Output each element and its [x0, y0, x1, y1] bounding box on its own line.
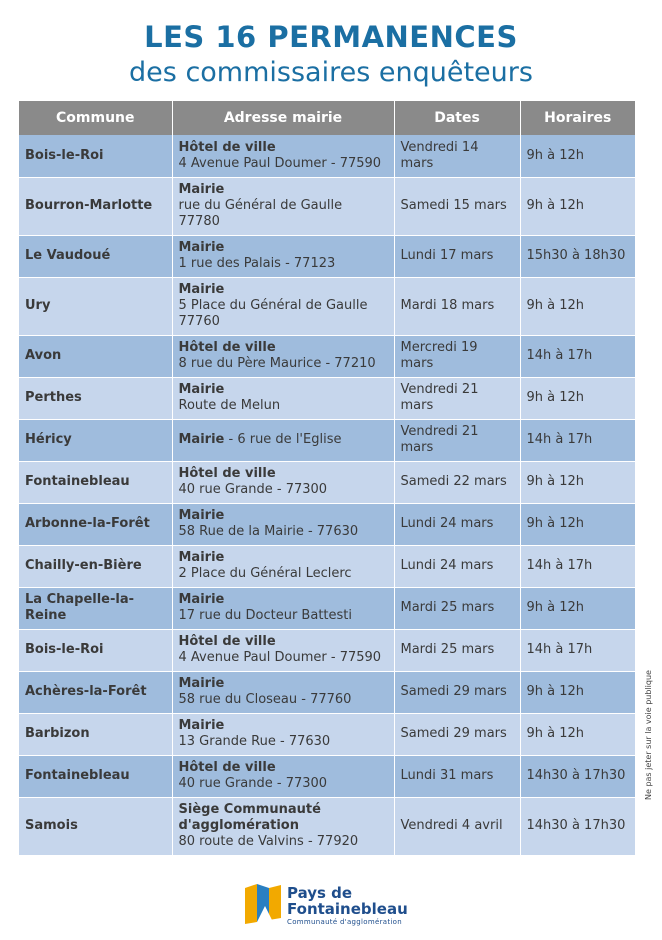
cell-address: [172, 235, 394, 277]
cell-hours: 14h30 à 17h30: [520, 797, 635, 855]
table-row: [19, 135, 635, 177]
table-row: [19, 461, 635, 503]
cell-date: Vendredi 4 avril: [394, 797, 520, 855]
cell-hours: 14h à 17h: [520, 545, 635, 587]
cell-address: [172, 177, 394, 235]
address-line: 77780: [178, 214, 220, 229]
cell-address: [172, 277, 394, 335]
address-inline: - 6 rue de l'Eglise: [224, 432, 342, 447]
cell-hours: 9h à 12h: [520, 177, 635, 235]
table-row: [19, 671, 635, 713]
table-row: [19, 335, 635, 377]
logo-mark-icon: [243, 882, 283, 926]
address-label: Hôtel de ville: [178, 340, 276, 355]
cell-hours: 9h à 12h: [520, 135, 635, 177]
address-label: Mairie: [178, 182, 225, 197]
address-label: Mairie: [178, 432, 225, 447]
table-row: [19, 755, 635, 797]
cell-hours: 9h à 12h: [520, 713, 635, 755]
address-label: Mairie: [178, 282, 225, 297]
cell-address: [172, 797, 394, 855]
address-line: 17 rue du Docteur Battesti: [178, 608, 352, 623]
cell-commune: Achères-la-Forêt: [19, 671, 172, 713]
cell-date: Mardi 18 mars: [394, 277, 520, 335]
address-line: Route de Melun: [178, 398, 281, 413]
table-row: [19, 629, 635, 671]
cell-address: [172, 671, 394, 713]
cell-hours: 9h à 12h: [520, 671, 635, 713]
address-label: Hôtel de ville: [178, 634, 276, 649]
cell-commune: La Chapelle-la-Reine: [19, 587, 172, 629]
table-row: [19, 587, 635, 629]
address-line: 2 Place du Général Leclerc: [178, 566, 352, 581]
side-note: Ne pas jeter sur la voie publique: [644, 670, 653, 800]
cell-commune: Bois-le-Roi: [19, 135, 172, 177]
logo: [243, 882, 423, 930]
logo-line3: Communauté d'agglomération: [287, 918, 402, 926]
address-label: Mairie: [178, 240, 225, 255]
address-line: 5 Place du Général de Gaulle: [178, 298, 368, 313]
address-label: Mairie: [178, 508, 225, 523]
cell-date: Vendredi 21 mars: [394, 377, 520, 419]
logo-line1: Pays de: [287, 884, 353, 902]
header-hours: Horaires: [520, 101, 635, 135]
cell-address: [172, 755, 394, 797]
header-dates: Dates: [394, 101, 520, 135]
cell-commune: Barbizon: [19, 713, 172, 755]
cell-date: Vendredi 14 mars: [394, 135, 520, 177]
table-row: [19, 545, 635, 587]
address-line: 40 rue Grande - 77300: [178, 776, 328, 791]
address-label: Hôtel de ville: [178, 139, 276, 155]
cell-address: [172, 461, 394, 503]
cell-date: Vendredi 21 mars: [394, 419, 520, 461]
header-commune: Commune: [19, 101, 172, 135]
table-row: [19, 235, 635, 277]
cell-commune: Bois-le-Roi: [19, 629, 172, 671]
cell-hours: 9h à 12h: [520, 461, 635, 503]
page-subtitle: des commissaires enquêteurs: [129, 57, 533, 88]
address-line: 80 route de Valvins - 77920: [178, 834, 359, 849]
cell-date: Lundi 24 mars: [394, 503, 520, 545]
address-label: Mairie: [178, 676, 225, 691]
cell-address: [172, 503, 394, 545]
address-line: 58 rue du Closeau - 77760: [178, 692, 352, 707]
table-row: [19, 503, 635, 545]
cell-commune: Perthes: [19, 377, 172, 419]
cell-date: Mardi 25 mars: [394, 629, 520, 671]
cell-commune: Fontainebleau: [19, 461, 172, 503]
cell-date: Samedi 15 mars: [394, 177, 520, 235]
logo-line2: Fontainebleau: [287, 900, 408, 918]
schedule-table: [19, 101, 635, 856]
address-label: Mairie: [178, 592, 225, 607]
cell-date: Lundi 24 mars: [394, 545, 520, 587]
address-label: Mairie: [178, 718, 225, 733]
cell-address: [172, 629, 394, 671]
cell-date: Lundi 31 mars: [394, 755, 520, 797]
table-row: [19, 177, 635, 235]
cell-date: Mercredi 19 mars: [394, 335, 520, 377]
cell-hours: 14h à 17h: [520, 419, 635, 461]
cell-commune: Fontainebleau: [19, 755, 172, 797]
cell-commune: Avon: [19, 335, 172, 377]
cell-commune: Samois: [19, 797, 172, 855]
address-line: 13 Grande Rue - 77630: [178, 734, 331, 749]
address-label: Hôtel de ville: [178, 760, 276, 775]
address-line: 77760: [178, 314, 220, 329]
address-line: 58 Rue de la Mairie - 77630: [178, 524, 359, 539]
table-row: [19, 419, 635, 461]
address-line: 4 Avenue Paul Doumer - 77590: [178, 650, 382, 665]
cell-commune: Le Vaudoué: [19, 235, 172, 277]
address-label: Mairie: [178, 550, 225, 565]
table-body: [19, 135, 635, 855]
cell-hours: 9h à 12h: [520, 503, 635, 545]
cell-commune: Arbonne-la-Forêt: [19, 503, 172, 545]
cell-commune: Ury: [19, 277, 172, 335]
cell-date: Lundi 17 mars: [394, 235, 520, 277]
cell-commune: Bourron-Marlotte: [19, 177, 172, 235]
cell-address: [172, 419, 394, 461]
cell-address: [172, 545, 394, 587]
cell-date: Samedi 22 mars: [394, 461, 520, 503]
cell-address: [172, 713, 394, 755]
cell-hours: 14h à 17h: [520, 629, 635, 671]
cell-date: Samedi 29 mars: [394, 713, 520, 755]
address-line: 8 rue du Père Maurice - 77210: [178, 356, 376, 371]
address-label: Mairie: [178, 382, 225, 397]
cell-date: Mardi 25 mars: [394, 587, 520, 629]
table-row: [19, 277, 635, 335]
cell-hours: 15h30 à 18h30: [520, 235, 635, 277]
address-line: 4 Avenue Paul Doumer - 77590: [178, 155, 382, 171]
address-line: 1 rue des Palais - 77123: [178, 256, 336, 271]
cell-commune: Chailly-en-Bière: [19, 545, 172, 587]
address-line: 40 rue Grande - 77300: [178, 482, 328, 497]
cell-hours: 9h à 12h: [520, 277, 635, 335]
table-row: [19, 713, 635, 755]
cell-address: [172, 377, 394, 419]
table-row: [19, 377, 635, 419]
cell-hours: 14h30 à 17h30: [520, 755, 635, 797]
cell-address: [172, 135, 394, 177]
cell-commune: Héricy: [19, 419, 172, 461]
table-header-row: [19, 101, 635, 135]
cell-date: Samedi 29 mars: [394, 671, 520, 713]
address-line: rue du Général de Gaulle: [178, 198, 343, 213]
cell-address: [172, 335, 394, 377]
cell-hours: 14h à 17h: [520, 335, 635, 377]
address-label-2: d'agglomération: [178, 818, 299, 833]
cell-hours: 9h à 12h: [520, 587, 635, 629]
address-label: Hôtel de ville: [178, 466, 276, 481]
table-row: [19, 797, 635, 855]
page-title: LES 16 PERMANENCES: [144, 20, 518, 54]
cell-address: [172, 587, 394, 629]
address-label: Siège Communauté: [178, 802, 321, 817]
header-address: Adresse mairie: [172, 101, 394, 135]
cell-hours: 9h à 12h: [520, 377, 635, 419]
